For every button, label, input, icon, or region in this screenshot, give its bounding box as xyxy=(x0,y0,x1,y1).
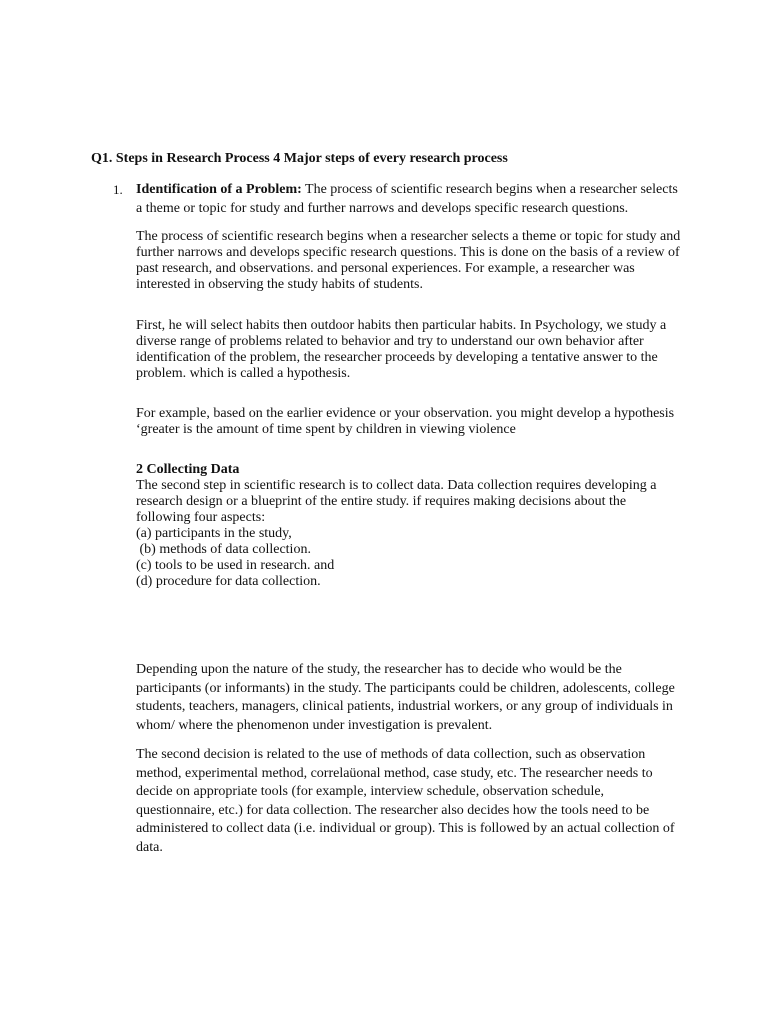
step-1-text: The process of scientific research begins when a researcher selects a theme or topic for study and further narrows and develops specific research questions. xyxy=(136,182,678,216)
aspect-item: (a) participants in the study, xyxy=(136,526,292,541)
aspect-item: (c) tools to be used in research. and xyxy=(136,558,335,573)
question-heading: Q1. Steps in Research Process 4 Major steps of every research process xyxy=(91,151,508,166)
step-1-title: Identification of a Problem: xyxy=(136,182,302,197)
paragraph-habits: First, he will select habits then outdoor habits then particular habits. In Psychology, we study a diverse range of problems related to behavior and try to understand our own behavior after identification of the problem, the researcher proceeds by developing a tentative answer to the problem. which is called a hypothesis. xyxy=(136,318,667,381)
paragraph-hypothesis-example: For example, based on the earlier evidence or your observation. you might develop a hypothesis ‘greater is the amount of time spent by children in viewing violence xyxy=(136,406,675,437)
step-2-text: The second step in scientific research is to collect data. Data collection requires developing a research design or a blueprint of the entire study. if requires making decisions about the following four aspects: xyxy=(136,478,657,525)
paragraph-review: The process of scientific research begins when a researcher selects a theme or topic for study and further narrows and develops specific research questions. This is done on the basis of a review of past research, and observations. and personal experiences. For example, a researcher was interested in observing the study habits of students. xyxy=(136,229,681,292)
step-2-section xyxy=(136,462,684,590)
step-2-title: 2 Collecting Data xyxy=(136,462,240,477)
paragraph-methods: The second decision is related to the use of methods of data collection, such as observation method, experimental method, correlaüonal method, case study, etc. The researcher needs to decide on appropriate tools (for example, interview schedule, observation schedule, questionnaire, etc.) for data collection. The researcher also decides how the tools need to be administered to collect data (i.e. individual or group). This is followed by an actual collection of data. xyxy=(136,747,675,855)
aspect-item: (d) procedure for data collection. xyxy=(136,574,321,589)
step-1-number: 1. xyxy=(113,182,123,197)
paragraph-participants: Depending upon the nature of the study, the researcher has to decide who would be the participants (or informants) in the study. The participants could be children, adolescents, college students, teachers, managers, clinical patients, industrial workers, or any group of individuals in whom/ where the phenomenon under investigation is prevalent. xyxy=(136,662,675,733)
aspect-item: (b) methods of data collection. xyxy=(136,542,311,557)
step-1-item xyxy=(136,180,681,218)
